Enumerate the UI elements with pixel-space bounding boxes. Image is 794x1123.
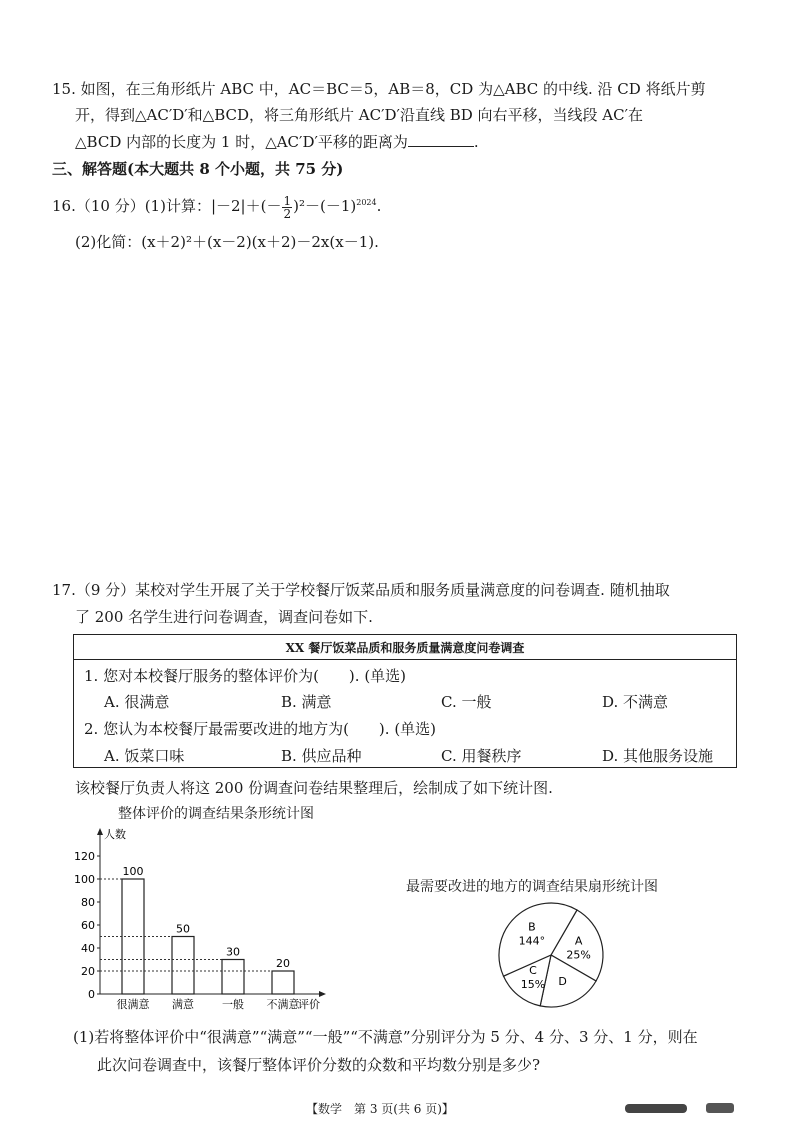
survey-q1-option-c: C. 一般 bbox=[441, 693, 492, 711]
q15-line3-end: . bbox=[473, 133, 479, 151]
pie-slice-value: 15% bbox=[520, 978, 546, 992]
y-tick-label: 80 bbox=[81, 896, 95, 909]
bar bbox=[272, 971, 294, 994]
answer-blank bbox=[408, 132, 474, 147]
y-tick-label: 60 bbox=[81, 919, 95, 932]
y-tick-label: 0 bbox=[88, 988, 95, 1001]
bar-value-label: 30 bbox=[226, 945, 240, 959]
q16-fraction bbox=[282, 195, 292, 220]
pie-slice-label: C bbox=[529, 964, 537, 978]
q16-exponent: 2024 bbox=[356, 198, 377, 207]
q15-line3-text: △BCD 内部的长度为 1 时，△AC′D′平移的距离为 bbox=[75, 133, 408, 151]
survey-q2: 2. 您认为本校餐厅最需要改进的地方为( ). (单选) bbox=[84, 720, 437, 738]
category-label: 很满意 bbox=[116, 998, 150, 1011]
survey-q2-option-d: D. 其他服务设施 bbox=[602, 747, 714, 765]
q15-line1: 15. 如图，在三角形纸片 ABC 中，AC＝BC＝5，AB＝8，CD 为△ABC 的中线. 沿 CD 将纸片剪 bbox=[52, 80, 706, 98]
chart-intro: 该校餐厅负责人将这 200 份调查问卷结果整理后，绘制成了如下统计图. bbox=[75, 779, 553, 797]
survey-q1-option-b: B. 满意 bbox=[281, 693, 332, 711]
bar bbox=[172, 937, 194, 995]
bar-chart-title: 整体评价的调查结果条形统计图 bbox=[118, 806, 314, 822]
q15-line3 bbox=[75, 131, 479, 153]
logo-mark-small bbox=[706, 1103, 734, 1113]
q16-part1-prefix: 16.（10 分）(1)计算：|－2|＋(－ bbox=[52, 197, 282, 215]
pie-chart bbox=[490, 899, 612, 1011]
x-axis-arrow bbox=[319, 991, 326, 997]
q16-part1-end: . bbox=[376, 197, 382, 215]
y-tick-label: 120 bbox=[74, 850, 95, 863]
fraction-numerator: 1 bbox=[283, 193, 292, 208]
bar-value-label: 50 bbox=[176, 922, 190, 936]
page-footer: 【数学 第 3 页(共 6 页)】 bbox=[306, 1102, 454, 1116]
q17-sub1-line1: (1)若将整体评价中“很满意”“满意”“一般”“不满意”分别评分为 5 分、4 分、3 分、1 分，则在 bbox=[73, 1028, 698, 1046]
bar-value-label: 100 bbox=[122, 865, 144, 878]
survey-q2-option-c: C. 用餐秩序 bbox=[441, 747, 522, 765]
category-label: 一般 bbox=[222, 998, 244, 1011]
x-axis-label: 评价 bbox=[298, 998, 320, 1011]
bar-value-label: 20 bbox=[276, 957, 290, 970]
pie-chart-title: 最需要改进的地方的调查结果扇形统计图 bbox=[406, 879, 658, 895]
bar-chart bbox=[60, 822, 350, 1017]
q16-part2: (2)化简：(x＋2)²＋(x－2)(x＋2)－2x(x－1). bbox=[75, 233, 379, 251]
pie-slice-label: D bbox=[558, 975, 567, 989]
q17-sub1-line2: 此次问卷调查中，该餐厅整体评价分数的众数和平均数分别是多少? bbox=[97, 1056, 541, 1074]
survey-q1: 1. 您对本校餐厅服务的整体评价为( ). (单选) bbox=[84, 667, 407, 685]
survey-q2-option-a: A. 饭菜口味 bbox=[104, 747, 185, 765]
pie-slice-value: 25% bbox=[566, 948, 591, 962]
y-tick-label: 100 bbox=[74, 873, 95, 886]
pie-slice-value: 144° bbox=[518, 934, 546, 948]
fraction-denominator: 2 bbox=[283, 206, 292, 221]
q17-line2: 了 200 名学生进行问卷调查，调查问卷如下. bbox=[75, 608, 373, 626]
q16-part1 bbox=[52, 192, 381, 220]
survey-q1-option-d: D. 不满意 bbox=[602, 693, 669, 711]
q17-line1: 17.（9 分）某校对学生开展了关于学校餐厅饭菜品质和服务质量满意度的问卷调查. 随机抽取 bbox=[52, 581, 670, 599]
survey-box bbox=[73, 634, 737, 768]
q15-line2: 开，得到△AC′D′和△BCD，将三角形纸片 AC′D′沿直线 BD 向右平移，当线段 AC′在 bbox=[75, 106, 644, 124]
bar bbox=[222, 960, 244, 995]
survey-q1-option-a: A. 很满意 bbox=[104, 693, 170, 711]
category-label: 不满意 bbox=[266, 998, 300, 1011]
section-header: 三、解答题(本大题共 8 个小题，共 75 分) bbox=[52, 160, 344, 178]
y-axis-label: 人数 bbox=[104, 828, 126, 841]
survey-q2-option-b: B. 供应品种 bbox=[281, 747, 362, 765]
y-axis-arrow bbox=[97, 828, 103, 835]
pie-slice-label: A bbox=[574, 934, 583, 948]
q16-part1-mid: )²－(－1) bbox=[293, 197, 357, 215]
logo-mark bbox=[625, 1104, 687, 1113]
category-label: 满意 bbox=[172, 998, 194, 1011]
survey-title: XX 餐厅饭菜品质和服务质量满意度问卷调查 bbox=[285, 641, 525, 655]
y-tick-label: 20 bbox=[81, 965, 95, 978]
y-tick-label: 40 bbox=[81, 942, 95, 955]
survey-divider bbox=[74, 659, 736, 660]
pie-slice-label: B bbox=[528, 920, 536, 934]
